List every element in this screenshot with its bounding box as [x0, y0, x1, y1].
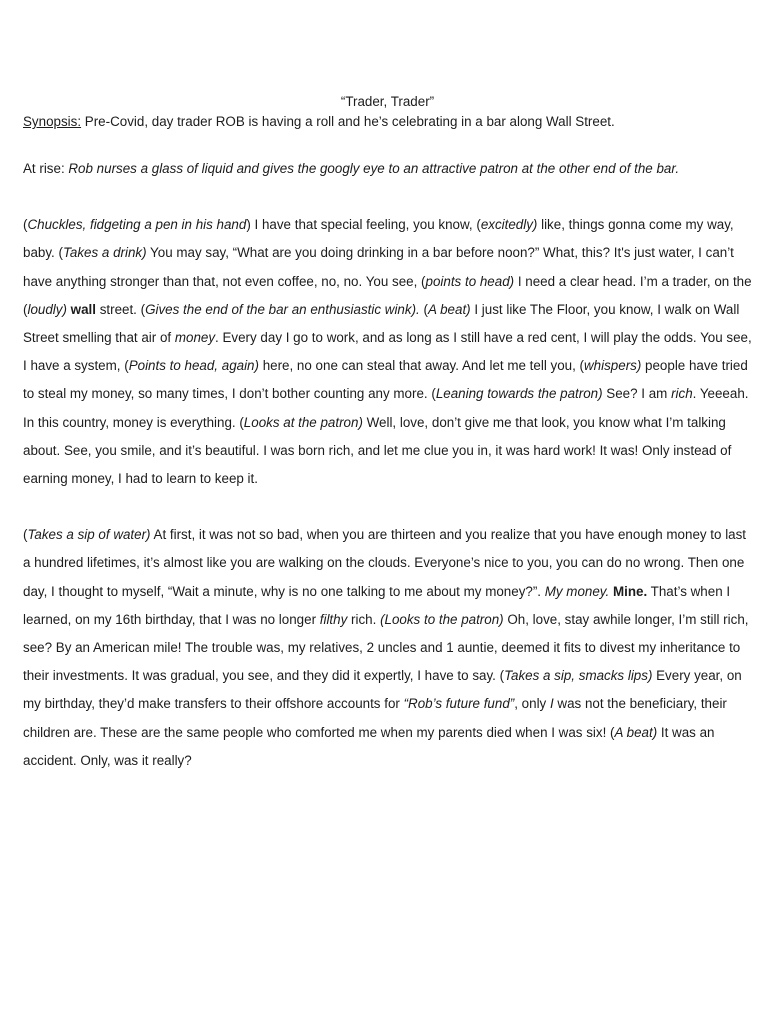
stage-direction: A beat) — [427, 301, 471, 317]
stage-direction: Leaning towards the patron) — [435, 386, 603, 402]
stage-direction: Takes a drink) — [62, 245, 147, 261]
stage-direction: Points to head, again) — [128, 358, 259, 374]
text-run: ) I have that special feeling, you know, ( — [246, 217, 481, 233]
stage-direction: (Looks to the patron) — [380, 611, 504, 627]
text-run: , only — [514, 696, 550, 712]
text-run: was not the beneficiary, their children are. These are the same people who comforted me when my parents died when I was six! ( — [23, 696, 727, 740]
text-run: It was an accident. Only, was it really? — [23, 724, 715, 768]
text-run: . Yeeeah. In this country, money is everything. ( — [23, 386, 749, 430]
emphasis-italic: “Rob’s future fund” — [403, 696, 515, 712]
document-title: “Trader, Trader” — [340, 94, 435, 109]
stage-direction: Gives the end of the bar an enthusiastic wink). — [145, 301, 420, 317]
stage-direction: A beat) — [614, 724, 658, 740]
text-run: people have tried to steal my money, so many times, I don’t bother counting any more. ( — [23, 358, 748, 402]
emphasis-italic: rich — [671, 386, 693, 402]
stage-direction: excitedly) — [480, 217, 538, 233]
emphasis-italic: filthy — [319, 611, 348, 627]
stage-direction: loudly) — [27, 301, 67, 317]
text-run: I just like The Floor, you know, I walk on Wall Street smelling that air of — [23, 301, 740, 346]
synopsis-label: Synopsis: — [23, 114, 82, 129]
emphasis-bold: Mine. — [612, 583, 648, 599]
text-run: Well, love, don’t give me that look, you know what I’m talking about. See, you smile, and it’s beautiful. I was born rich, and let me clue you in, it was hard work! It was! Only instead of earning money, I had to learn to keep it. — [23, 414, 732, 487]
text-run: I need a clear head. I’m a trader, on the ( — [23, 273, 752, 317]
text-run: ( — [419, 301, 428, 317]
text-run: here, no one can steal that away. And let me tell you, ( — [258, 358, 585, 374]
text-run: like, things gonna come my way, baby. ( — [23, 217, 734, 261]
stage-direction: Looks at the patron) — [243, 414, 363, 430]
text-run: See? I am — [602, 386, 672, 402]
document-page — [23, 92, 753, 775]
stage-direction: Takes a sip, smacks lips) — [504, 668, 653, 684]
emphasis-italic: My money. — [544, 583, 610, 599]
synopsis — [23, 112, 753, 132]
at-rise-text: Rob nurses a glass of liquid and gives the googly eye to an attractive patron at the other end of the bar. — [68, 161, 680, 176]
stage-direction: points to head) — [425, 273, 515, 289]
text-run: Oh, love, stay awhile longer, I’m still rich, see? By an American mile! The trouble was, my relatives, 2 uncles and 1 auntie, deemed it fits to divest my inheritance to their investments. It was gradual, you see, and they did it expertly, I have to say. ( — [23, 611, 749, 684]
monologue-paragraph-1 — [23, 211, 753, 493]
stage-direction: whispers) — [584, 358, 642, 374]
text-run: Every year, on my birthday, they’d make transfers to their offshore accounts for — [23, 668, 742, 712]
text-run: rich. — [347, 611, 381, 627]
synopsis-text: Pre-Covid, day trader ROB is having a roll and he’s celebrating in a bar along Wall Street. — [81, 114, 615, 129]
text-run: That’s when I learned, on my 16th birthday, that I was no longer — [23, 583, 731, 627]
text-run: ( — [23, 527, 28, 543]
at-rise-label: At rise: — [23, 161, 69, 176]
emphasis-italic: I — [549, 696, 554, 712]
stage-direction: Chuckles, fidgeting a pen in his hand — [27, 217, 247, 233]
text-run: ( — [23, 217, 28, 233]
stage-direction: Takes a sip of water) — [27, 527, 151, 543]
emphasis-bold: wall — [70, 301, 96, 317]
text-run: . Every day I go to work, and as long as I still have a red cent, I will play the odds. You see, I have a system, ( — [23, 330, 752, 374]
text-run: You may say, “What are you doing drinking in a bar before noon?” What, this? It's just water, I can’t have anything stronger than that, not even coffee, no, no. You see, ( — [23, 245, 734, 289]
emphasis-italic: money — [174, 330, 216, 346]
at-rise-direction — [23, 155, 753, 183]
text-run: street. ( — [95, 301, 146, 317]
text-run: At first, it was not so bad, when you are thirteen and you realize that you have enough money to last a hundred lifetimes, it’s almost like you are walking on the clouds. Everyone’s nice to you, you can do no wrong. Then one day, I thought to myself, “Wait a minute, why is no one talking to me about my money?”. — [23, 527, 747, 599]
monologue-paragraph-2 — [23, 521, 753, 775]
